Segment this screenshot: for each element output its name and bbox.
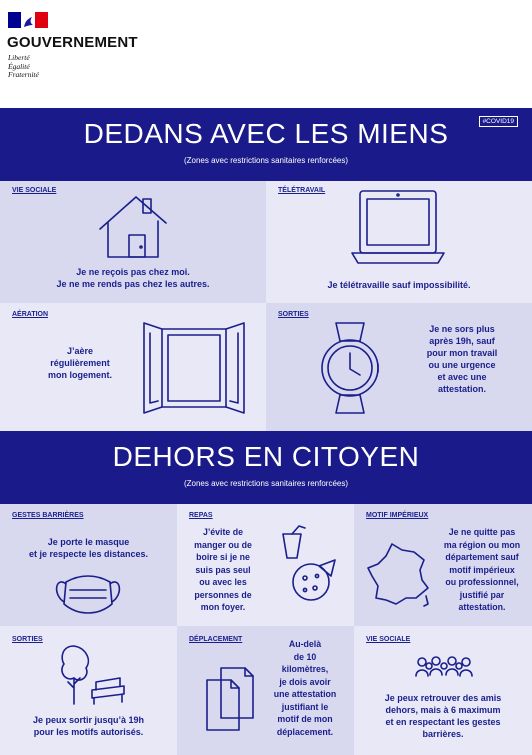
cell-text: Je peux retrouver des amis dehors, mais à 6 maximum et en respectant les gestes barrières. — [384, 693, 502, 739]
covid-badge: #COVID19 — [479, 116, 518, 127]
cell-repas: REPAS J’évite de manger ou de boire si je ne suis pas seul ou avec les personnes de mon foyer. — [177, 504, 354, 626]
government-title: GOUVERNEMENT — [7, 34, 138, 51]
group-icon — [414, 656, 474, 678]
cell-aeration: AÉRATION J’aère régulièrement mon logement. — [0, 303, 266, 431]
mask-icon — [50, 570, 126, 620]
food-icon — [275, 528, 347, 604]
cell-text: J’évite de manger ou de boire si je ne suis pas seul ou avec les personnes de mon foyer. — [194, 527, 252, 612]
dedans-title: DEDANS AVEC LES MIENS — [83, 118, 449, 149]
house-icon — [96, 191, 170, 261]
cell-text: Je peux sortir jusqu’à 19h pour les motifs autorisés. — [32, 715, 145, 737]
cell-text: J’aère régulièrement mon logement. — [47, 346, 112, 380]
cell-vie-sociale: VIE SOCIALE Je ne reçois pas chez moi. Je ne me rends pas chez les autres. — [0, 181, 266, 303]
dehors-title: DEHORS EN CITOYEN — [112, 441, 420, 472]
dehors-subtitle: (Zones avec restrictions sanitaires renforcées) — [183, 479, 349, 488]
cell-text: Je porte le masque et je respecte les distances. — [28, 537, 149, 559]
cell-deplacement: DÉPLACEMENT Au-delà de 10 kilomètres, je dois avoir une attestation justifiant le motif de mon déplacement. — [177, 626, 354, 755]
park-icon — [58, 642, 128, 706]
dedans-banner — [0, 108, 532, 181]
laptop-icon — [348, 189, 448, 267]
documents-icon — [205, 666, 255, 732]
window-icon — [140, 321, 250, 413]
cell-gestes-barrieres: GESTES BARRIÈRES Je porte le masque et je respecte les distances. — [0, 504, 177, 626]
france-map-icon — [366, 542, 432, 608]
cell-text: Je télétravaille sauf impossibilité. — [327, 280, 471, 290]
cell-sorties-dedans: SORTIES Je ne sors plus après 19h, sauf pour mon travail ou une urgence et avec une attestation. — [266, 303, 532, 431]
cell-text: Je ne quitte pas ma région ou mon département sauf motif impérieux ou professionnel, justifié par attestation. — [443, 527, 521, 612]
cell-text: Je ne reçois pas chez moi. Je ne me rends pas chez les autres. — [56, 267, 210, 289]
watch-icon — [320, 321, 380, 415]
cell-text: Je ne sors plus après 19h, sauf pour mon travail ou une urgence et avec une attestation. — [426, 324, 498, 394]
cell-motif-imperieux: MOTIF IMPÉRIEUX Je ne quitte pas ma région ou mon département sauf motif impérieux ou professionnel, justifié par attestation. — [354, 504, 532, 626]
dehors-banner — [0, 431, 532, 504]
marianne-logo — [8, 12, 48, 28]
cell-text: Au-delà de 10 kilomètres, je dois avoir une attestation justifiant le motif de mon déplacement. — [273, 639, 337, 737]
cell-vie-sociale-dehors: VIE SOCIALE Je peux retrouver des amis dehors, mais à 6 maximum et en respectant les gestes barrières. — [354, 626, 532, 755]
cell-sorties-dehors: SORTIES Je peux sortir jusqu’à 19h pour les motifs autorisés. — [0, 626, 177, 755]
dedans-subtitle: (Zones avec restrictions sanitaires renforcées) — [183, 156, 349, 165]
header — [0, 0, 532, 108]
cell-teletravail: TÉLÉTRAVAIL Je télétravaille sauf impossibilité. — [266, 181, 532, 303]
motto: Liberté Égalité Fraternité — [8, 53, 39, 79]
